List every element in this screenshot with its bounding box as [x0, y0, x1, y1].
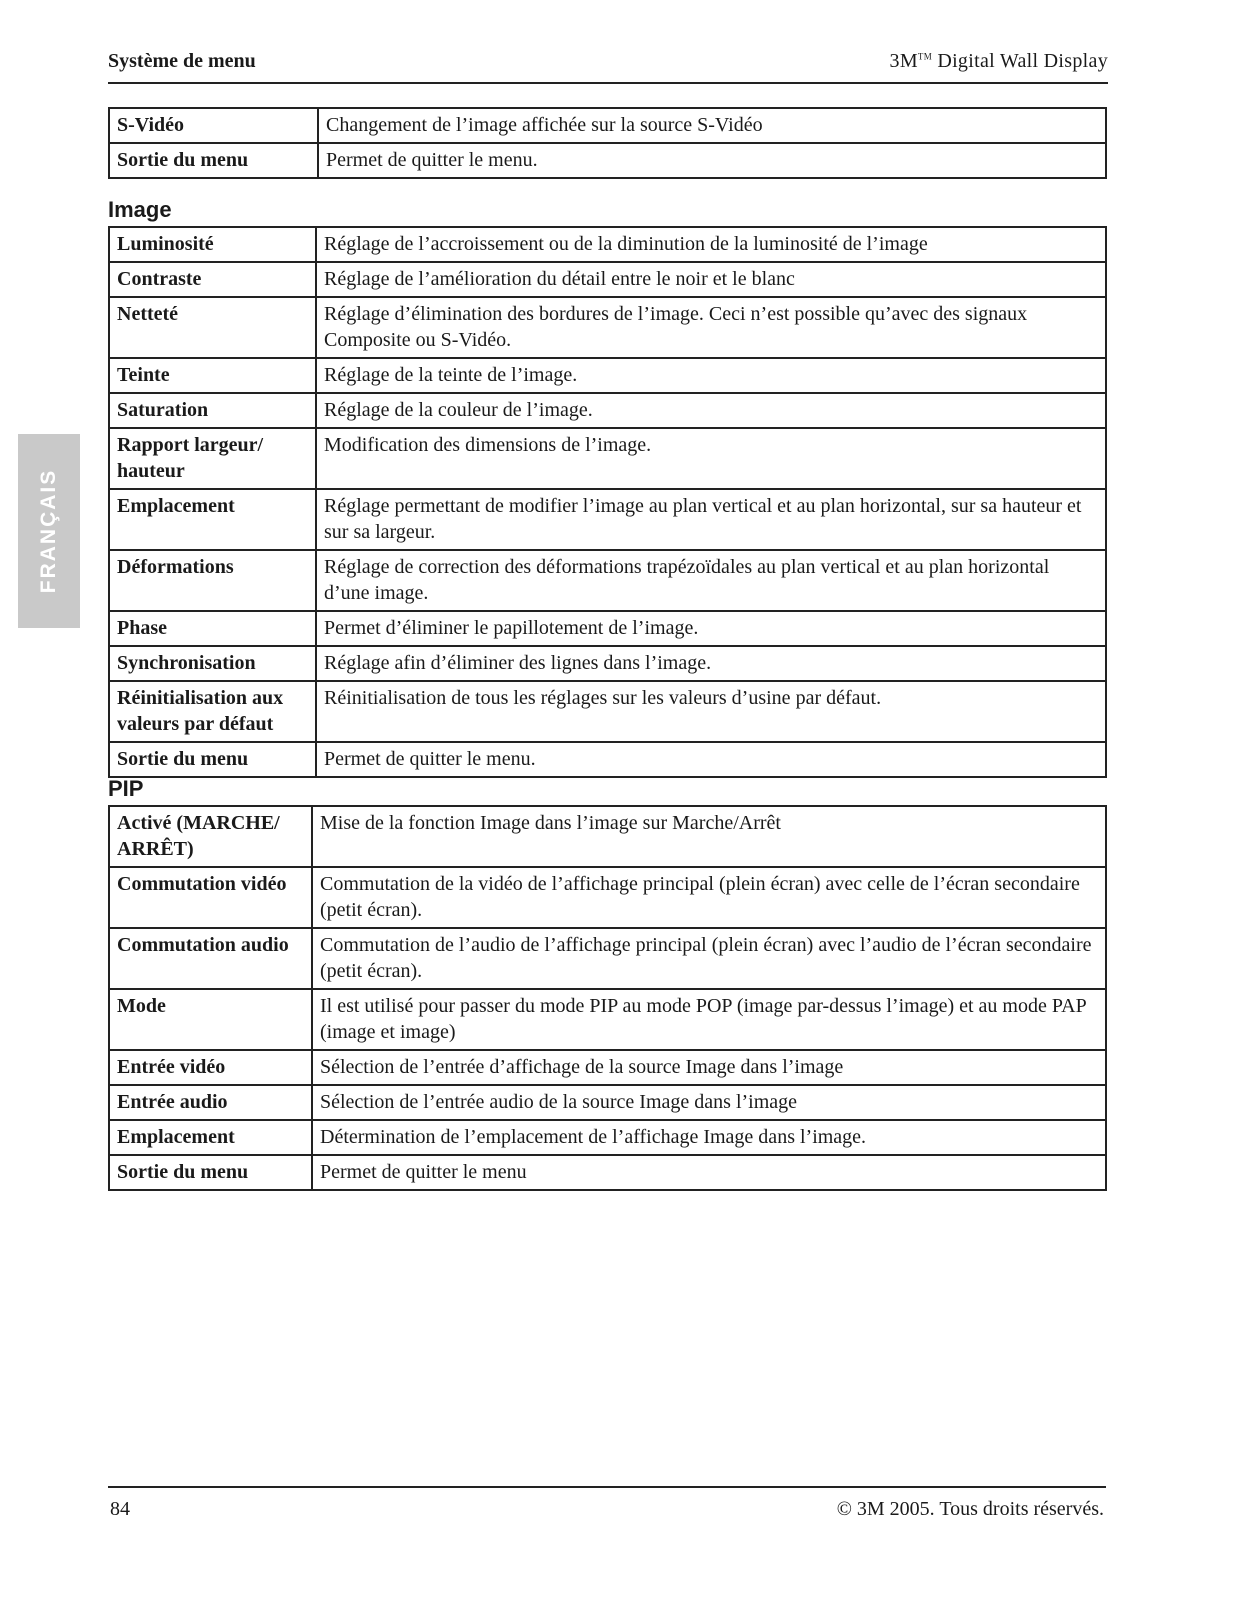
table-row: [109, 1155, 1106, 1190]
table-row: [109, 646, 1106, 681]
language-label: FRANÇAIS: [37, 468, 60, 594]
menu-description: Commutation de l’audio de l’affichage principal (plein écran) avec l’audio de l’écran secondaire (petit écran).: [312, 928, 1106, 989]
table-row: [109, 1085, 1106, 1120]
section-title-image: Image: [108, 197, 172, 222]
menu-term: Réinitialisation aux valeurs par défaut: [109, 681, 316, 742]
menu-term: Luminosité: [109, 227, 316, 262]
table-row: [109, 867, 1106, 928]
section-title-pip: PIP: [108, 776, 144, 801]
copyright-notice: © 3M 2005. Tous droits réservés.: [836, 1498, 1104, 1520]
menu-description: Détermination de l’emplacement de l’affichage Image dans l’image.: [312, 1120, 1106, 1155]
menu-description: Réglage afin d’éliminer des lignes dans l’image.: [316, 646, 1106, 681]
trademark-mark: TM: [917, 51, 933, 62]
table-row: [109, 393, 1106, 428]
menu-description: Permet de quitter le menu.: [318, 143, 1106, 178]
table-row: [109, 742, 1106, 777]
menu-description: Permet de quitter le menu.: [316, 742, 1106, 777]
table-row: [109, 550, 1106, 611]
menu-term: Entrée audio: [109, 1085, 312, 1120]
table-row: [109, 489, 1106, 550]
table-row: [109, 143, 1106, 178]
language-side-tab: [18, 434, 80, 628]
menu-description: Réglage d’élimination des bordures de l’image. Ceci n’est possible qu’avec des signaux Composite ou S-Vidéo.: [316, 297, 1106, 358]
table-row: [109, 681, 1106, 742]
menu-description: Réglage permettant de modifier l’image au plan vertical et au plan horizontal, sur sa hauteur et sur sa largeur.: [316, 489, 1106, 550]
image-menu-table: [108, 226, 1107, 778]
header-brand: 3M: [889, 50, 918, 72]
menu-description: Réglage de la couleur de l’image.: [316, 393, 1106, 428]
table-row: [109, 227, 1106, 262]
menu-term: Commutation audio: [109, 928, 312, 989]
menu-description: Permet de quitter le menu: [312, 1155, 1106, 1190]
page-footer: [108, 1486, 1106, 1528]
menu-description: Il est utilisé pour passer du mode PIP au mode POP (image par-dessus l’image) et au mode PAP (image et image): [312, 989, 1106, 1050]
menu-term: Commutation vidéo: [109, 867, 312, 928]
table-row: [109, 1050, 1106, 1085]
menu-term: Teinte: [109, 358, 316, 393]
table-row: [109, 358, 1106, 393]
table-row: [109, 108, 1106, 143]
table-row: [109, 262, 1106, 297]
menu-description: Sélection de l’entrée audio de la source Image dans l’image: [312, 1085, 1106, 1120]
menu-term: Sortie du menu: [109, 742, 316, 777]
menu-description: Réglage de l’amélioration du détail entre le noir et le blanc: [316, 262, 1106, 297]
table-row: [109, 297, 1106, 358]
menu-term: Netteté: [109, 297, 316, 358]
table-row: [109, 1120, 1106, 1155]
menu-term: Contraste: [109, 262, 316, 297]
table-row: [109, 989, 1106, 1050]
menu-term: Activé (MARCHE/ ARRÊT): [109, 806, 312, 867]
menu-description: Réglage de l’accroissement ou de la diminution de la luminosité de l’image: [316, 227, 1106, 262]
menu-term: Synchronisation: [109, 646, 316, 681]
menu-description: Réglage de correction des déformations trapézoïdales au plan vertical et au plan horizontal d’une image.: [316, 550, 1106, 611]
page-header: [108, 48, 1108, 84]
menu-description: Commutation de la vidéo de l’affichage principal (plein écran) avec celle de l’écran secondaire (petit écran).: [312, 867, 1106, 928]
menu-term: Entrée vidéo: [109, 1050, 312, 1085]
menu-term: Déformations: [109, 550, 316, 611]
menu-description: Changement de l’image affichée sur la source S-Vidéo: [318, 108, 1106, 143]
menu-term: Sortie du menu: [109, 1155, 312, 1190]
menu-term: Emplacement: [109, 1120, 312, 1155]
svideo-menu-table: [108, 107, 1107, 179]
menu-description: Réinitialisation de tous les réglages sur les valeurs d’usine par défaut.: [316, 681, 1106, 742]
menu-term: Mode: [109, 989, 312, 1050]
pip-menu-table: [108, 805, 1107, 1191]
menu-description: Réglage de la teinte de l’image.: [316, 358, 1106, 393]
table-row: [109, 428, 1106, 489]
menu-description: Modification des dimensions de l’image.: [316, 428, 1106, 489]
page-number: 84: [110, 1498, 130, 1520]
menu-term: Sortie du menu: [109, 143, 318, 178]
menu-description: Sélection de l’entrée d’affichage de la source Image dans l’image: [312, 1050, 1106, 1085]
menu-description: Permet d’éliminer le papillotement de l’image.: [316, 611, 1106, 646]
menu-term: S-Vidéo: [109, 108, 318, 143]
header-section-title: Système de menu: [108, 50, 256, 72]
menu-term: Rapport largeur/ hauteur: [109, 428, 316, 489]
menu-term: Saturation: [109, 393, 316, 428]
header-product: Digital Wall Display: [932, 50, 1108, 72]
menu-term: Phase: [109, 611, 316, 646]
header-product-name: [890, 50, 1108, 73]
table-row: [109, 928, 1106, 989]
menu-description: Mise de la fonction Image dans l’image sur Marche/Arrêt: [312, 806, 1106, 867]
table-row: [109, 806, 1106, 867]
table-row: [109, 611, 1106, 646]
menu-term: Emplacement: [109, 489, 316, 550]
